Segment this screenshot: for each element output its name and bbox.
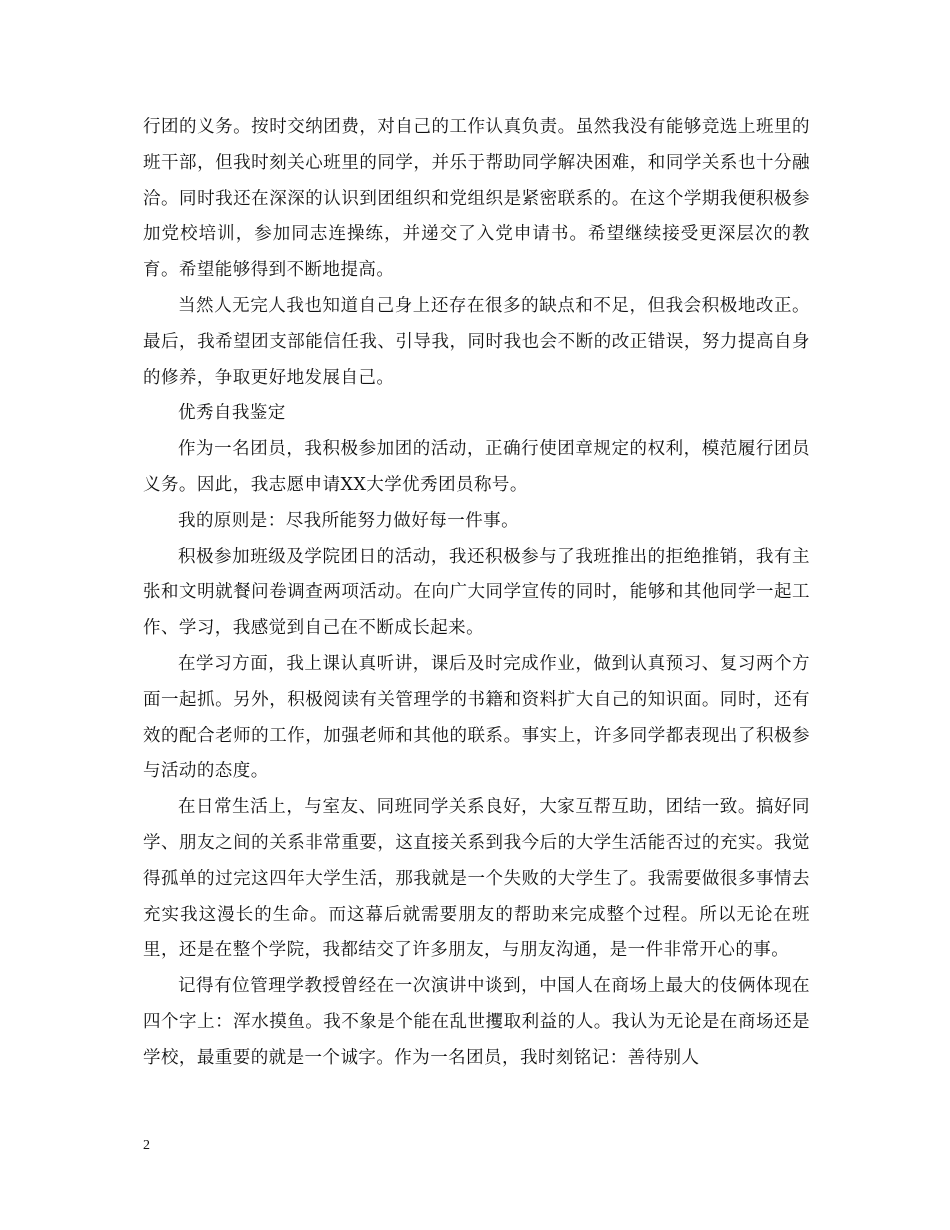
paragraph-principle: 我的原则是：尽我所能努力做好每一件事。: [178, 510, 520, 531]
paragraph-integrity: 记得有位管理学教授曾经在一次演讲中谈到，中国人在商场上最大的伎俩体现在四个字上：浑水摸鱼。我不象是个能在乱世攫取利益的人。我认为无论是在商场还是学校，最重要的就是一个诚字。作为一名团员，我时刻铭记：善待别人: [143, 976, 810, 1068]
document-body: [143, 110, 810, 1077]
page-number: 2: [143, 1138, 150, 1153]
paragraph-study: 在学习方面，我上课认真听讲，课后及时完成作业，做到认真预习、复习两个方面一起抓。另外，积极阅读有关管理学的书籍和资料扩大自己的知识面。同时，还有效的配合老师的工作，加强老师和其他的联系。事实上，许多同学都表现出了积极参与活动的态度。: [143, 653, 810, 782]
paragraph-daily-life: 在日常生活上，与室友、同班同学关系良好，大家互帮互助，团结一致。搞好同学、朋友之间的关系非常重要，这直接关系到我今后的大学生活能否过的充实。我觉得孤单的过完这四年大学生活，那我就是一个失败的大学生了。我需要做很多事情去充实我这漫长的生命。而这幕后就需要朋友的帮助来完成整个过程。所以无论在班里，还是在整个学院，我都结交了许多朋友，与朋友沟通，是一件非常开心的事。: [143, 797, 810, 961]
paragraph-member-duties: 作为一名团员，我积极参加团的活动，正确行使团章规定的权利，模范履行团员义务。因此，我志愿申请XX大学优秀团员称号。: [143, 439, 810, 495]
paragraph-activities: 积极参加班级及学院团日的活动，我还积极参与了我班推出的拒绝推销，我有主张和文明就餐问卷调查两项活动。在向广大同学宣传的同时，能够和其他同学一起工作、学习，我感觉到自己在不断成长起来。: [143, 546, 810, 639]
section-heading: 优秀自我鉴定: [178, 403, 286, 424]
paragraph-continuation: 行团的义务。按时交纳团费，对自己的工作认真负责。虽然我没有能够竞选上班里的班干部，但我时刻关心班里的同学，并乐于帮助同学解决困难，和同学关系也十分融洽。同时我还在深深的认识到团组织和党组织是紧密联系的。在这个学期我便积极参加党校培训，参加同志连操练，并递交了入党申请书。希望继续接受更深层次的教育。希望能够得到不断地提高。: [143, 117, 810, 281]
paragraph-shortcomings: 当然人无完人我也知道自己身上还存在很多的缺点和不足，但我会积极地改正。最后，我希望团支部能信任我、引导我，同时我也会不断的改正错误，努力提高自身的修养，争取更好地发展自己。: [143, 295, 810, 388]
